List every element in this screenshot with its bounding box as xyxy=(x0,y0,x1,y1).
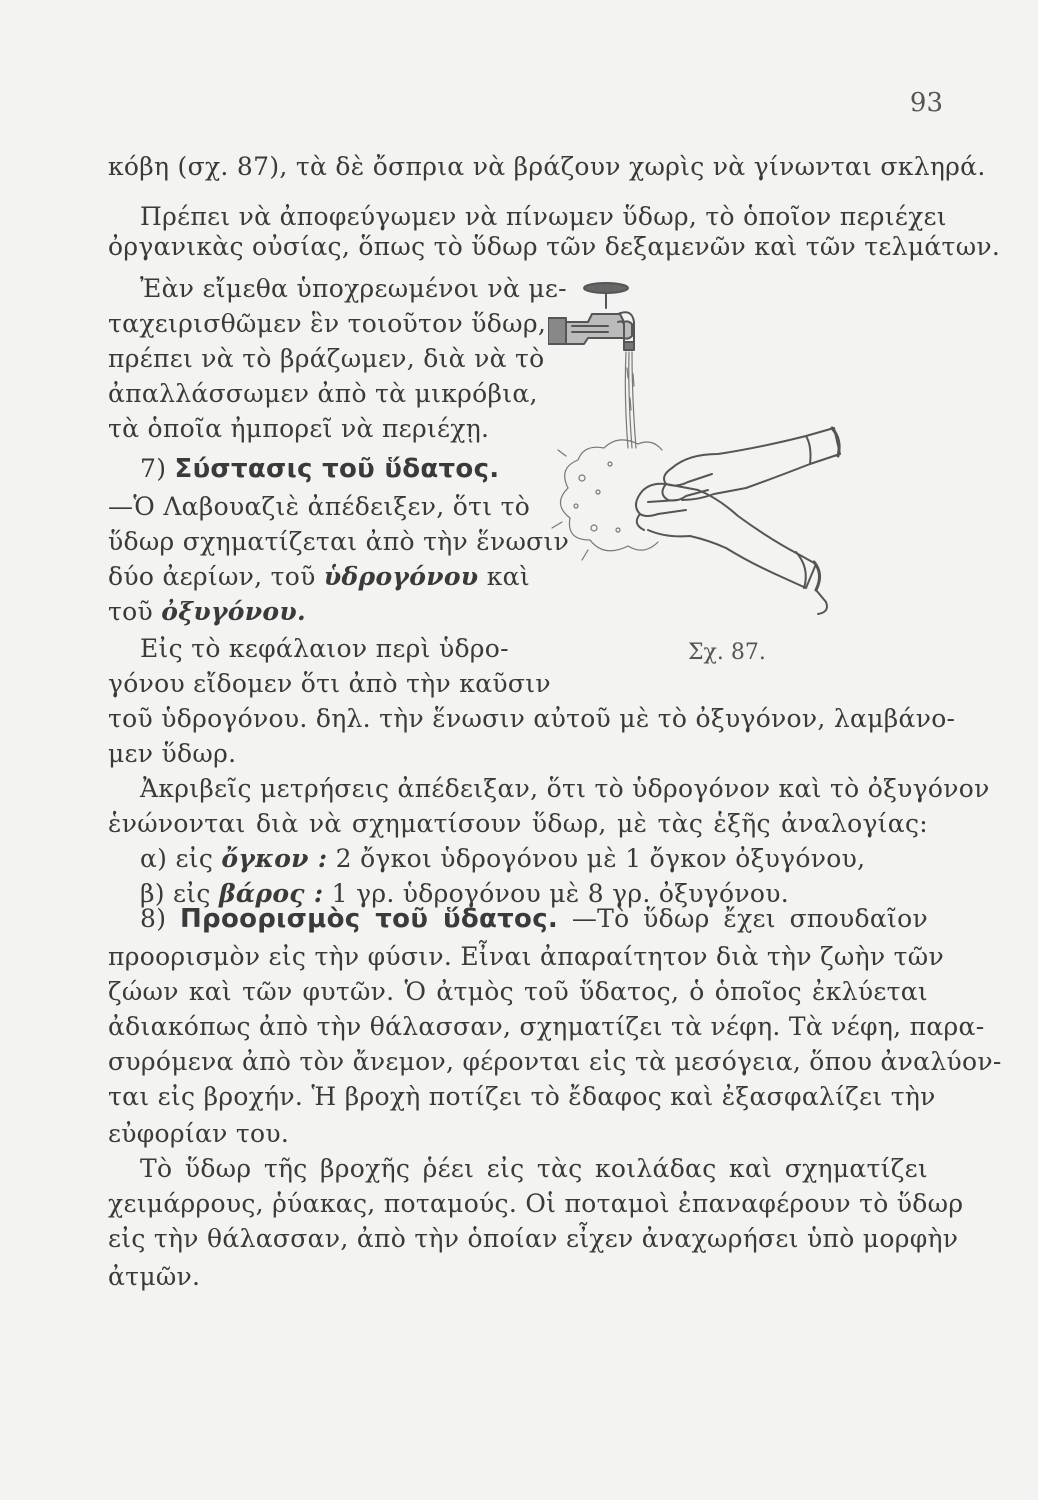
text-fragment: δύο ἀερίων, τοῦ xyxy=(108,562,316,591)
text-line-18: Ἀκριβεῖς μετρήσεις ἀπέδειξαν, ὅτι τὸ ὑδρογόνον καὶ τὸ ὀξυγόνον xyxy=(140,774,990,803)
tap-handle-icon xyxy=(584,283,628,308)
text-fragment: β) εἰς xyxy=(140,879,211,908)
text-line-25: ἀδιακόπως ἀπὸ τὴν θάλασσαν, σχηματίζει τὰ νέφη. Τὰ νέφη, παρα- xyxy=(108,1012,985,1041)
tap-icon xyxy=(548,312,634,350)
text-fragment: 1 γρ. ὑδρογόνου μὲ 8 γρ. ὀξυγόνου. xyxy=(331,879,789,908)
text-fragment: καὶ xyxy=(486,562,530,591)
text-line-3: ὀργανικὰς οὐσίας, ὅπως τὸ ὕδωρ τῶν δεξαμενῶν καὶ τῶν τελμάτων. xyxy=(108,232,1001,261)
text-line-26: συρόμενα ἀπὸ τὸν ἄνεμον, φέρονται εἰς τὰ μεσόγεια, ὅπου ἀναλύον- xyxy=(108,1047,1002,1076)
foam-splash-icon xyxy=(552,440,662,560)
text-line-2: Πρέπει νὰ ἀποφεύγωμεν νὰ πίνωμεν ὕδωρ, τὸ ὁποῖον περιέχει xyxy=(140,202,947,231)
emphasis-weight: βάρος : xyxy=(218,879,324,908)
section-title: Σύστασις τοῦ ὕδατος. xyxy=(174,454,500,484)
text-line-15: γόνου εἴδομεν ὅτι ἀπὸ τὴν καῦσιν xyxy=(108,669,551,698)
text-line-11: ὕδωρ σχηματίζεται ἀπὸ τὴν ἕνωσιν xyxy=(108,527,570,556)
text-fragment: τοῦ xyxy=(108,597,153,626)
text-line-1: κόβη (σχ. 87), τὰ δὲ ὄσπρια νὰ βράζουν χωρὶς νὰ γίνωνται σκληρά. xyxy=(108,152,986,181)
text-line-17: μεν ὕδωρ. xyxy=(108,739,237,768)
text-line-23: προορισμὸν εἰς τὴν φύσιν. Εἶναι ἀπαραίτητον διὰ τὴν ζωὴν τῶν xyxy=(108,942,944,971)
text-fragment: —Τὸ ὕδωρ ἔχει σπουδαῖον xyxy=(571,904,928,933)
water-stream-icon xyxy=(625,352,636,448)
text-fragment: 2 ὄγκοι ὑδρογόνου μὲ 1 ὄγκον ὀξυγόνου, xyxy=(335,844,866,873)
lower-hand-icon xyxy=(636,484,827,614)
text-line-8: τὰ ὁποῖα ἠμπορεῖ νὰ περιέχῃ. xyxy=(108,414,490,443)
text-line-27: ται εἰς βροχήν. Ἡ βροχὴ ποτίζει τὸ ἔδαφος καὶ ἐξασφαλίζει τὴν xyxy=(108,1082,936,1111)
page-number: 93 xyxy=(909,88,943,118)
text-line-28: εὐφορίαν του. xyxy=(108,1119,290,1148)
text-line-5: ταχειρισθῶμεν ἓν τοιοῦτον ὕδωρ, xyxy=(108,309,547,338)
text-line-31: εἰς τὴν θάλασσαν, ἀπὸ τὴν ὁποίαν εἶχεν ἀναχωρήσει ὑπὸ μορφὴν xyxy=(108,1224,959,1253)
section-8-heading xyxy=(140,902,928,936)
text-line-32: ἀτμῶν. xyxy=(108,1262,201,1291)
text-fragment: α) εἰς xyxy=(140,844,214,873)
text-line-10: —Ὁ Λαβουαζιὲ ἀπέδειξεν, ὅτι τὸ xyxy=(108,492,531,521)
text-line-19: ἑνώνονται διὰ νὰ σχηματίσουν ὕδωρ, μὲ τὰς ἑξῆς ἀναλογίας: xyxy=(108,809,928,838)
text-line-6: πρέπει νὰ τὸ βράζωμεν, διὰ νὰ τὸ xyxy=(108,344,545,373)
section-number: 7) xyxy=(140,454,167,483)
text-line-29: Τὸ ὕδωρ τῆς βροχῆς ῥέει εἰς τὰς κοιλάδας καὶ σχηματίζει xyxy=(140,1154,928,1183)
text-line-24: ζώων καὶ τῶν φυτῶν. Ὁ ἀτμὸς τοῦ ὕδατος, ὁ ὁποῖος ἐκλύεται xyxy=(108,977,928,1006)
emphasis-hydrogen: ὑδρογόνου xyxy=(323,562,479,591)
figure-caption: Σχ. 87. xyxy=(688,640,766,665)
section-title: Προορισμὸς τοῦ ὕδατος. xyxy=(179,904,559,934)
section-7-heading xyxy=(140,452,499,486)
figure-tap-washing-hands xyxy=(548,278,848,638)
upper-hand-icon xyxy=(662,428,840,501)
text-line-14: Εἰς τὸ κεφάλαιον περὶ ὑδρο- xyxy=(140,634,509,663)
text-line-16: τοῦ ὑδρογόνου. δηλ. τὴν ἕνωσιν αὐτοῦ μὲ τὸ ὀξυγόνον, λαμβάνο- xyxy=(108,704,956,733)
text-line-7: ἀπαλλάσσωμεν ἀπὸ τὰ μικρόβια, xyxy=(108,379,538,408)
text-line-30: χειμάρρους, ῥύακας, ποταμούς. Οἱ ποταμοὶ ἐπαναφέρουν τὸ ὕδωρ xyxy=(108,1189,964,1218)
emphasis-oxygen: ὀξυγόνου. xyxy=(161,597,307,626)
emphasis-volume: ὄγκον : xyxy=(221,844,328,873)
text-line-12 xyxy=(108,560,530,594)
text-line-4: Ἐὰν εἴμεθα ὑποχρεωμένοι νὰ με- xyxy=(140,274,567,303)
text-line-13 xyxy=(108,595,306,629)
ratio-by-volume xyxy=(140,842,865,876)
section-number: 8) xyxy=(140,904,167,933)
